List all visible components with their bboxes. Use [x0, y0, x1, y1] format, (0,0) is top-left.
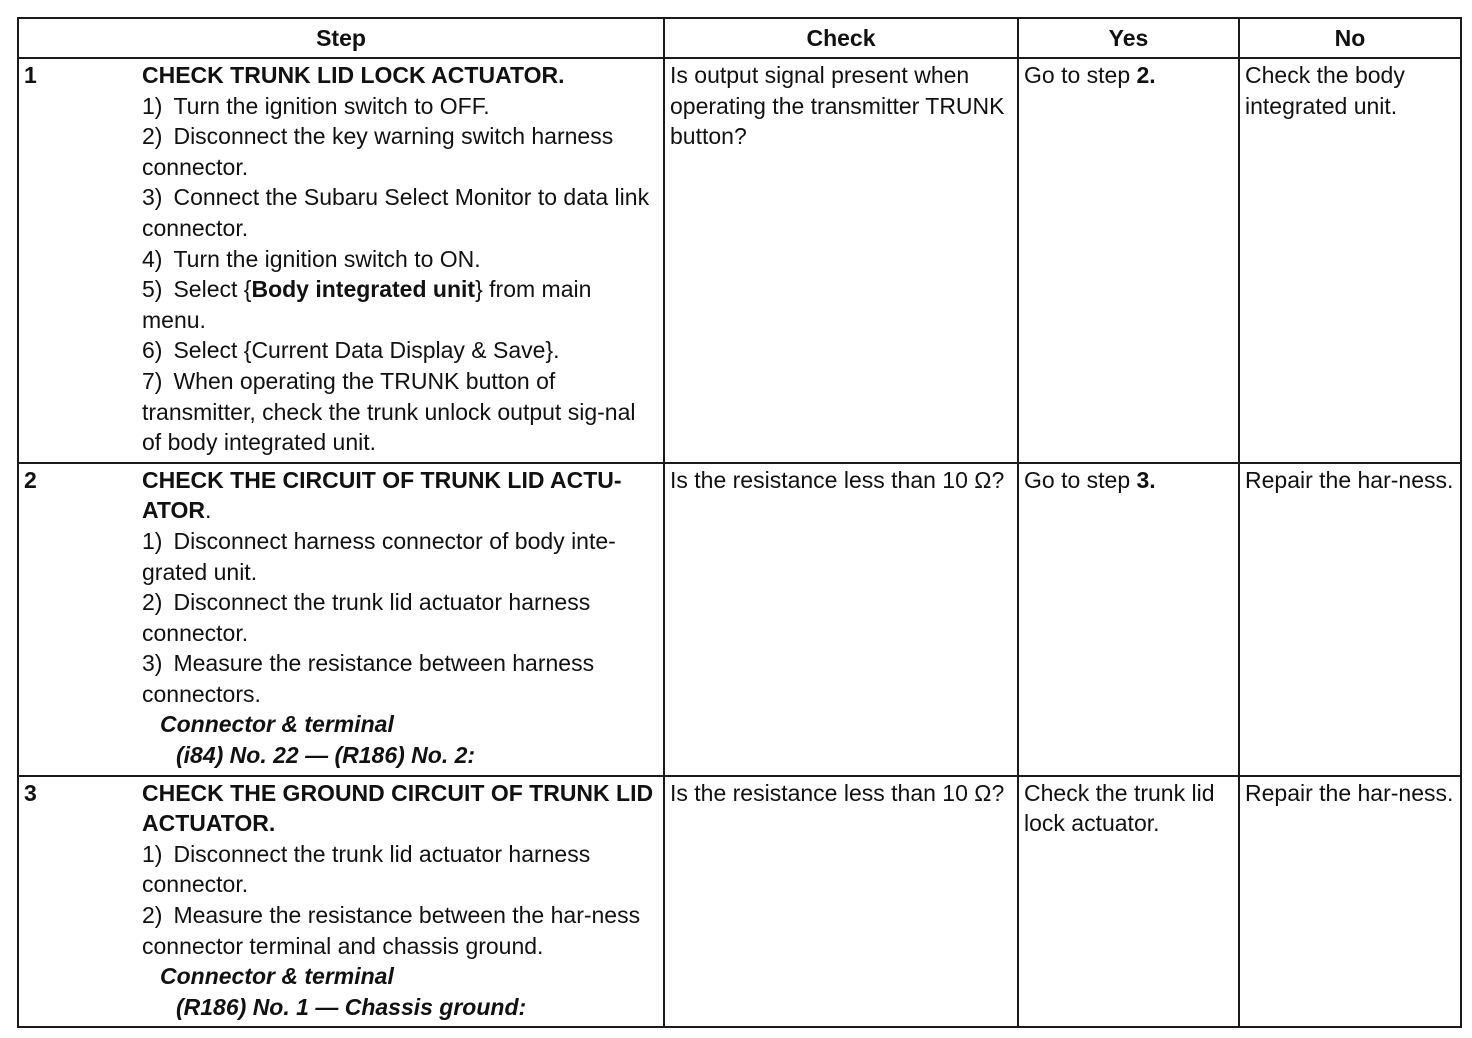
yes-cell — [1018, 58, 1239, 463]
substep: 1) Disconnect the trunk lid actuator harness connector. — [142, 840, 591, 898]
yes-action: Go to step 3. — [1024, 466, 1156, 493]
no-action: Check the body integrated unit. — [1245, 62, 1405, 119]
header-step: Step — [18, 18, 664, 58]
table-row-step-3 — [18, 776, 1461, 1028]
table-row-step-1 — [18, 58, 1461, 463]
substep: 3) Connect the Subaru Select Monitor to data link connector. — [142, 184, 650, 241]
check-question: Is the resistance less than 10 Ω? — [670, 466, 1005, 493]
step-cell — [18, 58, 664, 463]
header-check: Check — [664, 18, 1018, 58]
substep: 5) Select {Body integrated unit} from main menu. — [142, 276, 592, 333]
step-title: CHECK TRUNK LID LOCK ACTUATOR. — [142, 62, 565, 88]
yes-cell — [1018, 776, 1239, 1028]
connector-label: Connector & terminal — [160, 711, 394, 738]
substep: 2) Disconnect the trunk lid actuator harness connector. — [142, 589, 591, 646]
step-title: CHECK THE GROUND CIRCUIT OF TRUNK LID ACTUATOR. — [142, 779, 654, 837]
connector-terminals: (i84) No. 22 — (R186) No. 2: — [176, 742, 476, 769]
yes-cell — [1018, 463, 1239, 776]
step-cell — [18, 776, 664, 1028]
check-question: Is the resistance less than 10 Ω? — [670, 779, 1005, 806]
substep: 1) Disconnect harness connector of body inte-grated unit. — [142, 527, 616, 585]
step-title: CHECK THE CIRCUIT OF TRUNK LID ACTU-ATOR. — [142, 466, 622, 524]
substep: 2) Measure the resistance between the har-ness connector terminal and chassis ground. — [142, 902, 641, 959]
no-cell — [1239, 58, 1461, 463]
check-cell — [664, 776, 1018, 1028]
connector-label: Connector & terminal — [160, 963, 394, 990]
step-number: 2 — [24, 466, 37, 493]
no-action: Repair the har-ness. — [1245, 466, 1454, 493]
no-action: Repair the har-ness. — [1245, 779, 1454, 806]
yes-action: Go to step 2. — [1024, 62, 1156, 88]
check-question: Is output signal present when operating the transmitter TRUNK button? — [670, 62, 1005, 150]
substep: 3) Measure the resistance between harness connectors. — [142, 650, 595, 707]
step-cell — [18, 463, 664, 776]
substep: 6) Select {Current Data Display & Save}. — [142, 337, 560, 364]
substep: 2) Disconnect the key warning switch harness connector. — [142, 123, 614, 180]
table-row-step-2 — [18, 463, 1461, 776]
header-no: No — [1239, 18, 1461, 58]
check-cell — [664, 58, 1018, 463]
header-row — [18, 18, 1461, 58]
yes-action: Check the trunk lid lock actuator. — [1024, 779, 1215, 837]
no-cell — [1239, 776, 1461, 1028]
substep: 1) Turn the ignition switch to OFF. — [142, 92, 490, 119]
substep: 7) When operating the TRUNK button of transmitter, check the trunk unlock output sig-nal of body integrated unit. — [142, 367, 636, 456]
step-number: 3 — [24, 779, 37, 806]
substep: 4) Turn the ignition switch to ON. — [142, 245, 481, 272]
connector-terminals: (R186) No. 1 — Chassis ground: — [176, 993, 527, 1020]
check-cell — [664, 463, 1018, 776]
troubleshooting-table — [17, 17, 1462, 1028]
step-number: 1 — [24, 62, 37, 88]
no-cell — [1239, 463, 1461, 776]
header-yes: Yes — [1018, 18, 1239, 58]
